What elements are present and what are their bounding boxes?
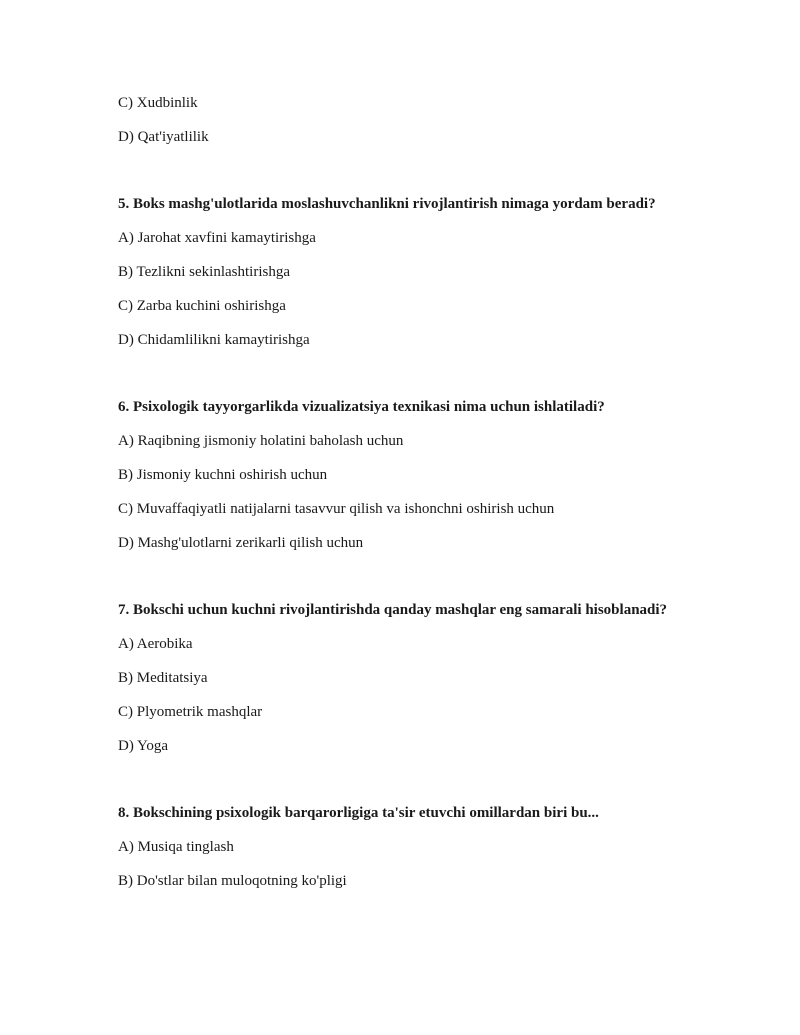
answer-option: A) Aerobika	[118, 636, 193, 652]
question-6-text: 6. Psixologik tayyorgarlikda vizualizatsiya texnikasi nima uchun ishlatiladi?	[118, 399, 605, 415]
answer-option: D) Mashg'ulotlarni zerikarli qilish uchun	[118, 535, 364, 551]
spacer	[118, 769, 698, 803]
spacer	[118, 160, 698, 194]
question-5-text: 5. Boks mashg'ulotlarida moslashuvchanlikni rivojlantirish nimaga yordam beradi?	[118, 196, 656, 212]
answer-option: D) Qat'iyatlilik	[118, 129, 209, 145]
answer-option: B) Tezlikni sekinlashtirishga	[118, 264, 290, 280]
spacer	[118, 363, 698, 397]
answer-option: B) Do'stlar bilan muloqotning ko'pligi	[118, 873, 347, 889]
answer-option: C) Zarba kuchini oshirishga	[118, 298, 286, 314]
answer-option: B) Jismoniy kuchni oshirish uchun	[118, 467, 328, 483]
document-page	[118, 92, 698, 904]
answer-option: A) Raqibning jismoniy holatini baholash uchun	[118, 433, 404, 449]
answer-option: A) Jarohat xavfini kamaytirishga	[118, 230, 316, 246]
answer-option: C) Muvaffaqiyatli natijalarni tasavvur qilish va ishonchni oshirish uchun	[118, 501, 555, 517]
answer-option: D) Yoga	[118, 738, 169, 754]
answer-option: B) Meditatsiya	[118, 670, 208, 686]
spacer	[118, 566, 698, 600]
answer-option: D) Chidamlilikni kamaytirishga	[118, 332, 310, 348]
answer-option: C) Plyometrik mashqlar	[118, 704, 263, 720]
answer-option: C) Xudbinlik	[118, 95, 198, 111]
question-8-text: 8. Bokschining psixologik barqarorligiga ta'sir etuvchi omillardan biri bu...	[118, 805, 599, 821]
answer-option: A) Musiqa tinglash	[118, 839, 234, 855]
question-7-text: 7. Bokschi uchun kuchni rivojlantirishda qanday mashqlar eng samarali hisoblanadi?	[118, 602, 668, 618]
